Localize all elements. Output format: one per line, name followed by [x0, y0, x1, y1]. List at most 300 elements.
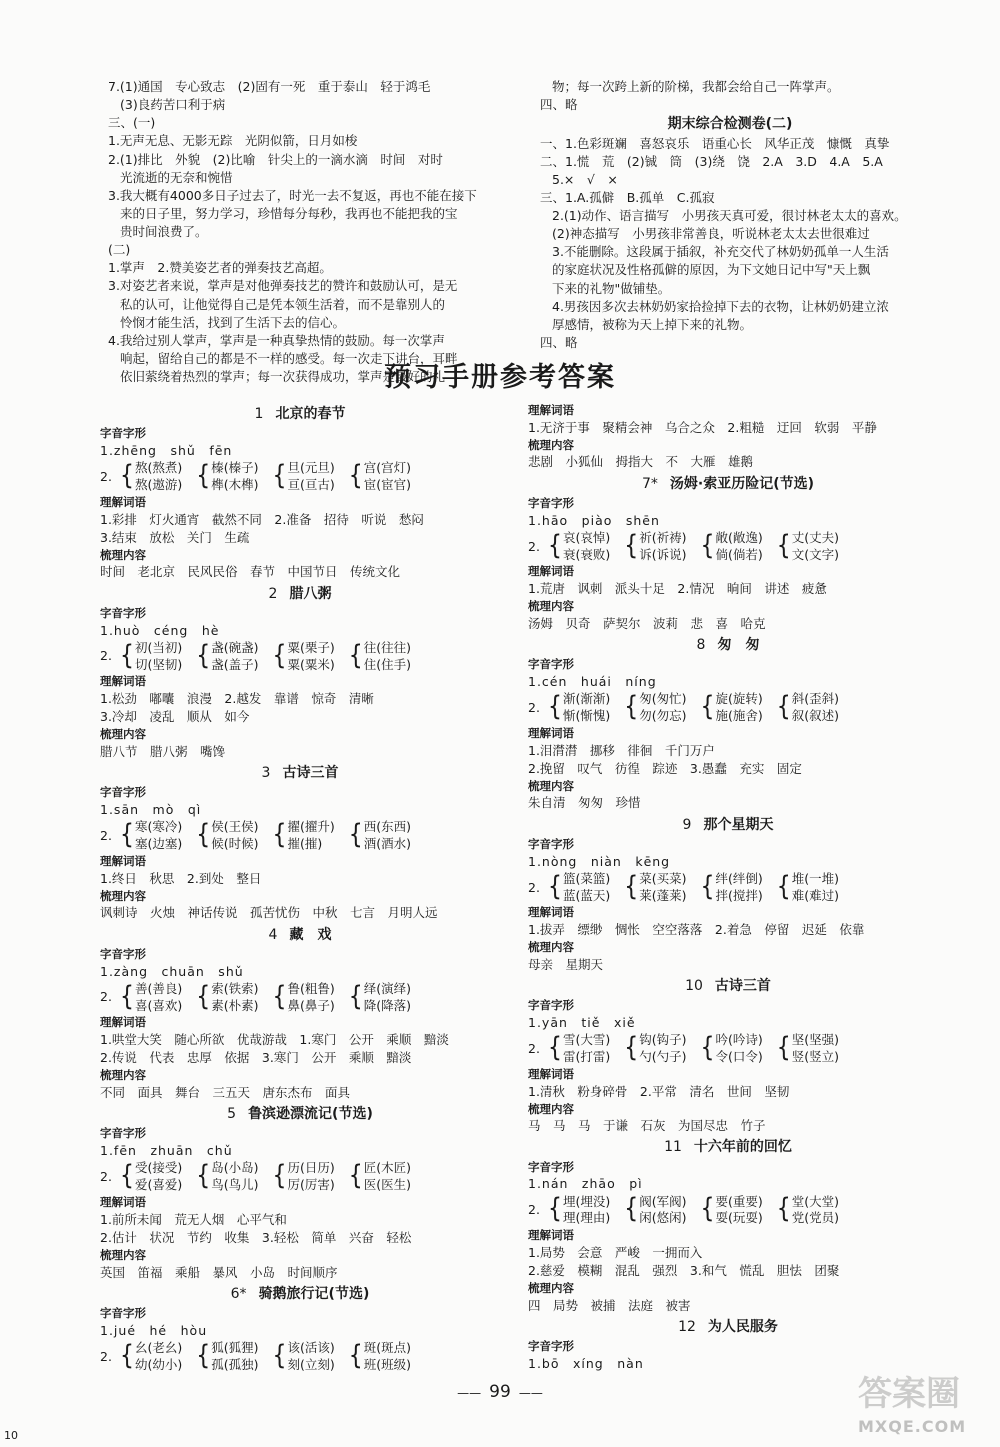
lesson-title	[100, 584, 500, 604]
label-shu-li: 梳理内容	[528, 1281, 574, 1296]
brace-icon: {	[272, 820, 287, 851]
char-word: 菜(买菜)	[639, 870, 687, 886]
char-word: 旋(旋转)	[715, 691, 763, 707]
char-pair	[349, 640, 411, 674]
content-line: 四 局势 被捕 法庭 被害	[528, 1297, 691, 1313]
char-pair	[273, 1160, 335, 1194]
lesson-number: 2	[268, 585, 278, 602]
answer-line: 3.我大概有4000多日子过去了，时光一去不复返，再也不能在接下	[108, 187, 477, 203]
char-pair-words	[135, 460, 182, 494]
label-li-jie: 理解词语	[100, 1194, 146, 1209]
item-number: 2.	[100, 1348, 112, 1364]
brace-icon: {	[776, 871, 791, 902]
label-li-jie: 理解词语	[528, 403, 574, 417]
answer-line: 三、1.A.孤僻 B.孤单 C.孤寂	[540, 189, 715, 205]
brace-icon: {	[120, 981, 134, 1012]
char-grid	[548, 1032, 839, 1066]
lesson-title	[528, 1317, 928, 1337]
word-line: 1.彩排 灯火通宵 截然不同 2.准备 招待 听说 愁闷	[100, 511, 424, 527]
label-zi-yin: 字音字形	[528, 836, 574, 851]
char-word: 雪(大雪)	[563, 1032, 611, 1048]
item-number: 2.	[100, 1169, 112, 1185]
char-pair	[349, 1160, 411, 1194]
label-li-jie: 理解词语	[528, 564, 574, 579]
answer-line: 7.(1)通国 专心致志 (2)固有一死 重于泰山 轻于鸿毛	[108, 79, 431, 94]
answer-line: 4.我给过别人掌声，掌声是一种真挚热情的鼓励。每一次掌声	[108, 332, 445, 348]
lesson-number: 6*	[230, 1285, 247, 1302]
char-word: 鼻(鼻子)	[287, 997, 335, 1013]
char-word: 莱(蓬莱)	[639, 887, 687, 903]
item-number: 2.	[100, 828, 112, 844]
label-li-jie: 理解词语	[528, 905, 574, 920]
lesson-name: 匆 匆	[717, 637, 760, 654]
char-grid	[120, 1160, 411, 1194]
char-pair	[624, 871, 686, 905]
char-pair	[701, 1032, 763, 1066]
char-pair-words	[135, 640, 182, 674]
answer-line: 物；每一次跨上新的阶梯，我都会给自己一阵掌声。	[552, 79, 840, 94]
brace-icon: {	[272, 1341, 287, 1372]
answer-line: 四、略	[540, 97, 578, 113]
content-line: 讽刺诗 火烛 神话传说 孤苦忧伤 中秋 七言 月明人远	[100, 905, 438, 921]
char-word: 惭(惭愧)	[563, 708, 611, 723]
char-word: 勺(勺子)	[639, 1049, 687, 1064]
char-word: 鲁(粗鲁)	[287, 980, 335, 996]
char-pair	[120, 819, 182, 853]
word-line: 1.局势 会意 严峻 一拥而入	[528, 1244, 703, 1260]
char-word: 宫(宫灯)	[363, 460, 412, 476]
brace-icon: {	[196, 461, 211, 492]
label-shu-li: 梳理内容	[100, 1247, 146, 1262]
char-pair-words	[211, 1340, 258, 1374]
word-line: 2.慈爱 模糊 混乱 强烈 3.和气 慌乱 胆怯 团聚	[528, 1263, 840, 1279]
label-zi-yin: 字音字形	[100, 785, 146, 800]
word-line: 1.前所未闻 荒无人烟 心平气和	[100, 1211, 287, 1227]
brace-icon: {	[120, 461, 134, 492]
lesson-name: 鲁滨逊漂流记(节选)	[248, 1106, 373, 1123]
brace-icon: {	[120, 820, 134, 851]
answer-line: 3.对姿艺者来说，掌声是对他弹奏技艺的赞许和鼓励认可，是无	[108, 278, 458, 294]
char-word: 索(铁索)	[211, 980, 259, 996]
brace-icon: {	[700, 530, 715, 561]
brace-icon: {	[548, 530, 562, 561]
pinyin-line: 1.zhēng shǔ fēn	[100, 442, 233, 458]
answer-line: 四、略	[540, 334, 578, 350]
char-groups	[100, 1160, 500, 1194]
char-word: 哀(哀悼)	[563, 529, 611, 545]
char-word: 粟(粟米)	[287, 656, 335, 672]
lesson-number: 11	[664, 1139, 682, 1156]
watermark	[848, 1370, 988, 1440]
char-pair	[120, 460, 182, 494]
char-grid	[120, 460, 411, 494]
pinyin-line: 1.sān mò qì	[100, 802, 202, 818]
answer-line: 3.不能删除。这段属于插叙，补充交代了林奶奶孤单一人生活	[552, 244, 889, 260]
char-word: 耍(玩耍)	[715, 1210, 763, 1226]
char-pair-words	[716, 1032, 763, 1066]
answer-line: 1.掌声 2.赞美姿艺者的弹奏技艺高超。	[108, 260, 332, 276]
char-word: 善(善良)	[135, 980, 183, 996]
char-pair	[349, 460, 411, 494]
lesson-number: 3	[261, 765, 271, 782]
char-pair-words	[135, 981, 182, 1015]
char-pair	[196, 819, 258, 853]
word-line: 1.荒唐 讽刺 派头十足 2.情况 晌间 讲述 疲惫	[528, 581, 827, 597]
char-pair-words	[792, 1194, 839, 1228]
char-pair-words	[288, 819, 335, 853]
char-word: 幺(老幺)	[135, 1339, 183, 1355]
brace-icon: {	[700, 871, 715, 902]
label-zi-yin: 字音字形	[528, 998, 574, 1013]
char-pair	[701, 871, 763, 905]
char-word: 熬(遨游)	[135, 476, 183, 492]
brace-icon: {	[348, 461, 363, 492]
brace-icon: {	[624, 871, 639, 902]
char-word: 盏(碗盏)	[211, 639, 259, 655]
answer-line: 5.× √ ×	[552, 171, 618, 187]
char-groups	[528, 1032, 928, 1066]
brace-icon: {	[348, 1161, 363, 1192]
char-pair	[548, 530, 610, 564]
char-word: 蓝(蓝天)	[563, 887, 611, 903]
brace-icon: {	[700, 1033, 715, 1064]
char-pair	[120, 1160, 182, 1194]
char-pair-words	[792, 871, 839, 905]
char-word: 叙(叙述)	[791, 708, 840, 723]
char-pair	[273, 1340, 335, 1374]
char-word: 丈(丈夫)	[791, 529, 840, 545]
content-line: 不同 面具 舞台 三五天 唐东杰布 面具	[100, 1085, 351, 1100]
char-pair-words	[639, 530, 686, 564]
label-li-jie: 理解词语	[100, 1015, 146, 1030]
char-word: 要(重要)	[715, 1193, 763, 1209]
char-word: 医(医生)	[363, 1177, 412, 1193]
word-line: 2.传说 代表 忠厚 依据 3.寒门 公开 乘顺 黯淡	[100, 1050, 412, 1066]
brace-icon: {	[548, 1033, 562, 1064]
label-zi-yin: 字音字形	[528, 1339, 574, 1354]
char-pair	[777, 1032, 839, 1066]
char-word: 祈(祈祷)	[639, 529, 687, 545]
char-word: 孤(孤独)	[211, 1356, 259, 1372]
brace-icon: {	[348, 981, 363, 1012]
page-number-value: 99	[489, 1382, 511, 1402]
char-word: 摧(摧)	[287, 836, 323, 852]
char-word: 该(活该)	[287, 1339, 335, 1355]
char-word: 盏(盖子)	[211, 656, 259, 672]
char-pair-words	[211, 640, 258, 674]
lesson-title	[528, 815, 928, 835]
label-shu-li: 梳理内容	[100, 547, 146, 562]
lesson-name: 古诗三首	[282, 765, 339, 782]
char-word: 闲(悠闲)	[639, 1210, 687, 1226]
label-zi-yin: 字音字形	[528, 495, 574, 510]
word-line: 1.泪潸潸 挪移 徘徊 千门万户	[528, 742, 715, 758]
pinyin-line: 1.nán zhāo pì	[528, 1176, 643, 1192]
brace-icon: {	[548, 692, 562, 723]
char-pair-words	[716, 871, 763, 905]
lesson-title	[528, 635, 928, 655]
char-grid	[548, 1194, 839, 1228]
answer-line: 2.(1)排比 外貌 (2)比喻 针尖上的一滴水滴 时间 对时	[108, 151, 443, 167]
item-number: 2.	[100, 989, 112, 1005]
char-pair-words	[716, 691, 763, 725]
char-word: 诉(诉说)	[639, 546, 687, 562]
char-groups	[528, 1194, 928, 1228]
pinyin-line: 1.bō xíng nàn	[528, 1356, 644, 1371]
brace-icon: {	[196, 820, 211, 851]
char-word: 勿(勿忘)	[639, 708, 687, 723]
label-li-jie: 理解词语	[528, 1066, 574, 1081]
label-shu-li: 梳理内容	[100, 727, 146, 742]
char-word: 初(当初)	[135, 639, 183, 655]
char-word: 岛(小岛)	[211, 1160, 259, 1176]
char-word: 令(口令)	[715, 1049, 763, 1064]
char-word: 西(东西)	[363, 819, 412, 835]
label-shu-li: 梳理内容	[528, 599, 574, 614]
char-pair-words	[135, 1340, 182, 1374]
corner-mark: 10	[4, 1429, 18, 1442]
content-line: 母亲 星期天	[528, 956, 604, 972]
lesson-name: 藏 戏	[289, 926, 332, 943]
char-pair	[196, 1340, 258, 1374]
answer-line: 光流逝的无奈和惋惜	[120, 169, 233, 185]
main-title: 预习手册参考答案	[384, 362, 616, 393]
answer-line: 1.无声无息、无影无踪 光阴似箭，日月如梭	[108, 133, 358, 149]
answer-line: 的家庭状况及性格孤僻的原因，为下文她日记中写"天上飘	[552, 262, 871, 278]
brace-icon: {	[548, 871, 562, 902]
lesson-name: 为人民服务	[707, 1319, 778, 1336]
char-word: 文(文字)	[791, 546, 840, 562]
char-pair-words	[288, 640, 335, 674]
top-right-answers	[540, 78, 920, 352]
char-word: 素(朴素)	[211, 997, 259, 1013]
lesson-name: 十六年前的回忆	[693, 1139, 792, 1156]
char-pair	[624, 1032, 686, 1066]
brace-icon: {	[348, 820, 363, 851]
char-pair-words	[364, 819, 411, 853]
char-pair-words	[792, 691, 839, 725]
char-grid	[120, 819, 411, 853]
char-word: 坚(坚强)	[791, 1032, 840, 1048]
label-zi-yin: 字音字形	[100, 1305, 146, 1320]
word-line: 3.结束 放松 关门 生疏	[100, 529, 250, 545]
char-pair	[196, 640, 258, 674]
char-word: 匆(匆忙)	[639, 691, 687, 707]
char-pair	[548, 691, 610, 725]
char-pair-words	[211, 460, 258, 494]
lesson-number: 10	[685, 978, 703, 995]
answer-line: 二、1.慌 荒 (2)铖 筒 (3)绕 饶 2.A 3.D 4.A 5.A	[540, 153, 883, 169]
brace-icon: {	[624, 1033, 639, 1064]
char-pair-words	[364, 640, 411, 674]
brace-icon: {	[196, 1341, 211, 1372]
char-word: 鸟(鸟儿)	[211, 1177, 259, 1193]
char-word: 雷(打雷)	[563, 1049, 611, 1064]
char-pair	[777, 871, 839, 905]
char-grid	[120, 1340, 411, 1374]
brace-icon: {	[272, 461, 287, 492]
word-line: 1.松劲 嘟囔 浪漫 2.越发 靠谱 惊奇 清晰	[100, 691, 374, 707]
pinyin-line: 1.zàng chuān shǔ	[100, 963, 244, 979]
brace-icon: {	[348, 640, 363, 671]
char-pair-words	[563, 1194, 610, 1228]
answer-line: 下来的礼物"做铺垫。	[552, 280, 671, 296]
char-pair	[273, 981, 335, 1015]
label-zi-yin: 字音字形	[100, 426, 146, 441]
char-groups	[100, 460, 500, 494]
char-pair-words	[639, 1194, 686, 1228]
char-groups	[100, 981, 500, 1015]
content-line: 英国 笛福 乘船 暴风 小岛 时间顺序	[100, 1264, 338, 1280]
char-word: 侯(王侯)	[211, 819, 259, 835]
char-word: 埋(埋没)	[563, 1193, 611, 1209]
char-pair	[624, 691, 686, 725]
char-word: 厉(厉害)	[287, 1177, 335, 1193]
char-groups	[100, 819, 500, 853]
char-pair	[196, 1160, 258, 1194]
pinyin-line: 1.fēn zhuān chǔ	[100, 1143, 233, 1159]
char-word: 亘(亘古)	[287, 476, 335, 492]
char-pair	[349, 981, 411, 1015]
word-line: 1.清秋 粉身碎骨 2.平常 清名 世间 坚韧	[528, 1083, 790, 1099]
char-pair	[548, 1194, 610, 1228]
lesson-name: 骑鹅旅行记(节选)	[258, 1285, 370, 1302]
label-zi-yin: 字音字形	[528, 657, 574, 672]
char-word: 擢(擢升)	[287, 819, 335, 835]
char-pair-words	[288, 981, 335, 1015]
char-groups	[100, 1340, 500, 1374]
char-pair	[777, 691, 839, 725]
char-word: 旦(元旦)	[287, 460, 335, 476]
char-word: 党(党员)	[791, 1210, 840, 1226]
char-pair	[701, 1194, 763, 1228]
label-shu-li: 梳理内容	[528, 778, 574, 793]
char-pair-words	[364, 460, 411, 494]
item-number: 2.	[528, 1202, 540, 1218]
word-line: 2.估计 状况 节约 收集 3.轻松 简单 兴奋 轻松	[100, 1229, 412, 1245]
char-pair	[701, 530, 763, 564]
char-word: 往(往往)	[363, 639, 412, 655]
char-pair-words	[211, 981, 258, 1015]
char-word: 宦(宦官)	[363, 476, 412, 492]
char-word: 降(降落)	[363, 997, 412, 1013]
right-head-content: 悲剧 小狐仙 拇指大 不 大雁 雄鹅	[528, 454, 754, 470]
item-number: 2.	[528, 699, 540, 715]
char-pair-words	[288, 460, 335, 494]
char-pair-words	[563, 691, 610, 725]
watermark-text: MXQE.COM	[858, 1416, 967, 1436]
label-shu-li: 梳理内容	[100, 1068, 146, 1083]
item-number: 2.	[528, 1040, 540, 1056]
label-li-jie: 理解词语	[528, 725, 574, 740]
char-word: 施(施舍)	[715, 708, 763, 723]
char-pair-words	[792, 530, 839, 564]
label-li-jie: 理解词语	[100, 853, 146, 868]
item-number: 2.	[528, 879, 540, 895]
char-word: 倘(倘若)	[715, 546, 763, 562]
char-word: 班(班级)	[363, 1356, 412, 1372]
char-pair	[777, 1194, 839, 1228]
lesson-title	[100, 1284, 500, 1304]
char-pair	[548, 871, 610, 905]
char-word: 幼(幼小)	[135, 1356, 183, 1372]
answer-line: 厚感情，被称为天上掉下来的礼物。	[552, 316, 753, 332]
label-zi-yin: 字音字形	[528, 1159, 574, 1174]
lesson-name: 腊八粥	[289, 585, 332, 602]
char-word: 爱(喜爱)	[135, 1177, 183, 1193]
answer-line: (2)神态描写 小男孩非常善良，听说林老太太去世很难过	[552, 226, 870, 242]
label-shu-li: 梳理内容	[528, 1101, 574, 1116]
answer-line: 一、1.色彩斑斓 喜怒哀乐 语重心长 风华正茂 慷慨 真挚	[540, 135, 890, 151]
label-shu-li: 梳理内容	[528, 437, 574, 452]
char-word: 钩(钩子)	[639, 1032, 687, 1048]
brace-icon: {	[624, 692, 639, 723]
label-zi-yin: 字音字形	[100, 1126, 146, 1141]
char-groups	[528, 871, 928, 905]
brace-icon: {	[700, 692, 715, 723]
answer-line: 怜悯才能生活，找到了生活下去的信心。	[120, 314, 346, 330]
lesson-title	[100, 404, 500, 424]
brace-icon: {	[120, 1161, 134, 1192]
content-line: 时间 老北京 民风民俗 春节 中国节日 传统文化	[100, 564, 401, 580]
lesson-name: 那个星期天	[703, 816, 774, 833]
char-pair-words	[288, 1340, 335, 1374]
char-word: 刻(立刻)	[287, 1356, 335, 1372]
char-word: 衰(衰败)	[563, 546, 611, 562]
brace-icon: {	[776, 1033, 791, 1064]
word-line: 2.挽留 叹气 彷徨 踪迹 3.愚蠢 充实 固定	[528, 760, 802, 776]
label-li-jie: 理解词语	[528, 1228, 574, 1243]
content-line: 马 马 马 于谦 石灰 为国尽忠 竹子	[528, 1118, 766, 1134]
answer-line: 响起，留给自己的都是不一样的感受。每一次走下讲台，耳畔	[120, 350, 458, 366]
char-groups	[528, 530, 928, 564]
char-word: 切(坚韧)	[135, 656, 183, 672]
brace-icon: {	[120, 640, 134, 671]
brace-icon: {	[196, 981, 211, 1012]
char-word: 绎(演绎)	[363, 980, 412, 996]
char-word: 难(难过)	[791, 887, 840, 903]
char-pair	[349, 1340, 411, 1374]
char-pair	[120, 640, 182, 674]
content-line: 汤姆 贝奇 萨契尔 波莉 悲 喜 哈克	[528, 615, 766, 631]
preview-answers-left	[100, 402, 500, 1374]
label-li-jie: 理解词语	[100, 494, 146, 509]
char-pair-words	[364, 981, 411, 1015]
answer-line: 2.(1)动作、语言描写 小男孩天真可爱，很讨林老太太的喜欢。	[552, 208, 907, 224]
label-shu-li: 梳理内容	[100, 888, 146, 903]
lesson-number: 5	[227, 1106, 237, 1123]
char-pair-words	[716, 530, 763, 564]
char-word: 匠(木匠)	[363, 1160, 412, 1176]
pinyin-line: 1.cén huái níng	[528, 674, 657, 689]
brace-icon: {	[196, 1161, 211, 1192]
char-grid	[548, 530, 839, 564]
char-word: 寒(寒冷)	[135, 819, 183, 835]
char-grid	[548, 691, 839, 725]
answer-line: 私的认可，让他觉得自己是凭本领生活着，而不是靠别人的	[120, 296, 446, 312]
content-line: 朱自清 匆匆 珍惜	[528, 795, 641, 811]
char-pair	[349, 819, 411, 853]
lesson-name: 汤姆·索亚历险记(节选)	[669, 475, 815, 492]
char-pair	[273, 460, 335, 494]
char-pair	[624, 530, 686, 564]
char-word: 候(时候)	[211, 836, 259, 852]
char-word: 堆(一堆)	[791, 870, 840, 886]
brace-icon: {	[624, 1194, 639, 1225]
char-word: 狐(狐狸)	[211, 1339, 259, 1355]
char-pair-words	[792, 1032, 839, 1066]
char-word: 拌(搅拌)	[715, 887, 763, 903]
